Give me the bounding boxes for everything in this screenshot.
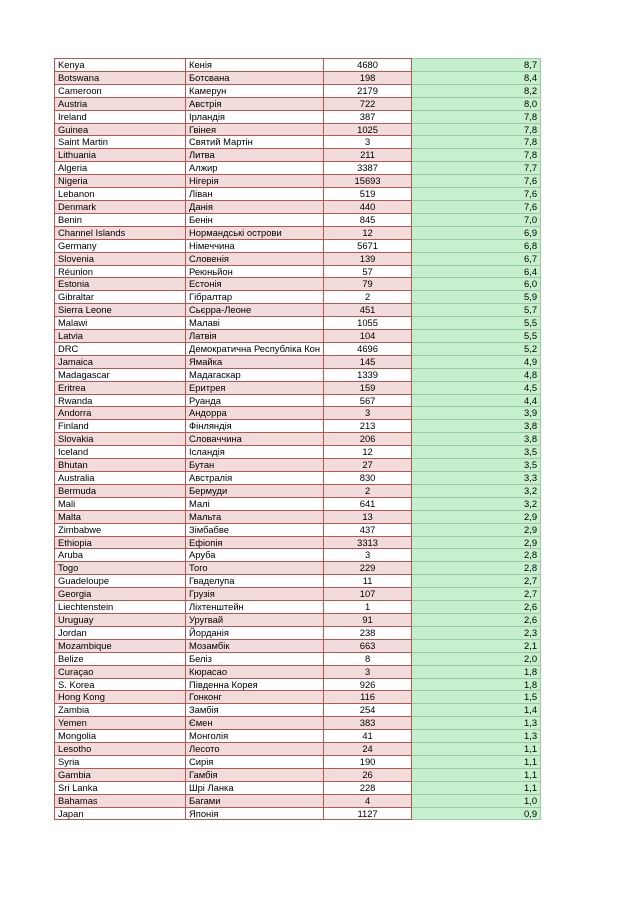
count-cell[interactable]: 145 [324,355,412,368]
country-name-uk-cell[interactable]: Еритрея [186,381,324,394]
count-cell[interactable]: 228 [324,781,412,794]
count-cell[interactable]: 5671 [324,239,412,252]
value-cell[interactable]: 3,5 [412,446,541,459]
value-cell[interactable]: 8,4 [412,71,541,84]
country-name-uk-cell[interactable]: Мальта [186,510,324,523]
country-name-en-cell[interactable]: Madagascar [55,368,186,381]
value-cell[interactable]: 1,1 [412,768,541,781]
value-cell[interactable]: 3,2 [412,497,541,510]
country-name-uk-cell[interactable]: Святий Мартін [186,136,324,149]
country-name-en-cell[interactable]: Guinea [55,123,186,136]
count-cell[interactable]: 229 [324,562,412,575]
value-cell[interactable]: 2,8 [412,549,541,562]
count-cell[interactable]: 8 [324,652,412,665]
count-cell[interactable]: 1339 [324,368,412,381]
country-name-uk-cell[interactable]: Малаві [186,317,324,330]
country-name-uk-cell[interactable]: Монголія [186,730,324,743]
count-cell[interactable]: 567 [324,394,412,407]
value-cell[interactable]: 2,6 [412,613,541,626]
country-name-en-cell[interactable]: Benin [55,213,186,226]
table-row [55,226,541,239]
country-name-uk-cell[interactable]: Шрі Ланка [186,781,324,794]
country-name-en-cell[interactable]: Kenya [55,59,186,72]
country-name-en-cell[interactable]: Channel Islands [55,226,186,239]
country-name-uk-cell[interactable]: Данія [186,200,324,213]
country-name-uk-cell[interactable]: Словенія [186,252,324,265]
value-cell[interactable]: 8,2 [412,84,541,97]
table-row [55,355,541,368]
count-cell[interactable]: 3387 [324,162,412,175]
value-cell[interactable]: 8,7 [412,59,541,72]
country-name-uk-cell[interactable]: Йорданія [186,626,324,639]
country-name-uk-cell[interactable]: Гвінея [186,123,324,136]
country-name-uk-cell[interactable]: Аруба [186,549,324,562]
country-name-en-cell[interactable]: Ethiopia [55,536,186,549]
count-cell[interactable]: 1055 [324,317,412,330]
country-name-uk-cell[interactable]: Литва [186,149,324,162]
count-cell[interactable]: 190 [324,755,412,768]
count-cell[interactable]: 104 [324,330,412,343]
table-row [55,381,541,394]
country-name-en-cell[interactable]: Andorra [55,407,186,420]
country-name-uk-cell[interactable]: Кенія [186,59,324,72]
country-name-en-cell[interactable]: Saint Martin [55,136,186,149]
country-name-en-cell[interactable]: Belize [55,652,186,665]
count-cell[interactable]: 238 [324,626,412,639]
value-cell[interactable]: 3,2 [412,484,541,497]
table-row [55,626,541,639]
country-name-uk-cell[interactable]: Реюньйон [186,265,324,278]
country-name-uk-cell[interactable]: Ліван [186,188,324,201]
country-name-en-cell[interactable]: Estonia [55,278,186,291]
country-name-uk-cell[interactable]: Зімбабве [186,523,324,536]
country-name-en-cell[interactable]: Zimbabwe [55,523,186,536]
count-cell[interactable]: 3 [324,136,412,149]
table-row [55,342,541,355]
count-cell[interactable]: 12 [324,446,412,459]
country-name-uk-cell[interactable]: Уругвай [186,613,324,626]
value-cell[interactable]: 2,1 [412,639,541,652]
country-name-en-cell[interactable]: Syria [55,755,186,768]
value-cell[interactable]: 1,3 [412,717,541,730]
country-name-uk-cell[interactable]: Беліз [186,652,324,665]
value-cell[interactable]: 5,2 [412,342,541,355]
table-row [55,175,541,188]
count-cell[interactable]: 198 [324,71,412,84]
country-name-en-cell[interactable]: Guadeloupe [55,575,186,588]
table-row [55,613,541,626]
country-name-uk-cell[interactable]: Андорра [186,407,324,420]
value-cell[interactable]: 2,3 [412,626,541,639]
value-cell[interactable]: 2,0 [412,652,541,665]
country-name-en-cell[interactable]: Hong Kong [55,691,186,704]
table-row [55,536,541,549]
value-cell[interactable]: 7,8 [412,110,541,123]
country-name-uk-cell[interactable]: Німеччина [186,239,324,252]
count-cell[interactable]: 57 [324,265,412,278]
value-cell[interactable]: 7,8 [412,136,541,149]
value-cell[interactable]: 2,9 [412,523,541,536]
count-cell[interactable]: 159 [324,381,412,394]
country-name-uk-cell[interactable]: Гваделупа [186,575,324,588]
table-row [55,794,541,807]
table-row [55,575,541,588]
country-name-uk-cell[interactable]: Нормандські острови [186,226,324,239]
count-cell[interactable]: 387 [324,110,412,123]
value-cell[interactable]: 7,6 [412,200,541,213]
value-cell[interactable]: 1,8 [412,678,541,691]
count-cell[interactable]: 116 [324,691,412,704]
table-row [55,304,541,317]
value-cell[interactable]: 2,6 [412,601,541,614]
country-name-en-cell[interactable]: Lithuania [55,149,186,162]
value-cell[interactable]: 1,5 [412,691,541,704]
value-cell[interactable]: 4,9 [412,355,541,368]
table-row [55,84,541,97]
country-name-en-cell[interactable]: Zambia [55,704,186,717]
country-name-en-cell[interactable]: Nigeria [55,175,186,188]
value-cell[interactable]: 7,8 [412,123,541,136]
country-name-uk-cell[interactable]: Ямайка [186,355,324,368]
value-cell[interactable]: 2,9 [412,536,541,549]
table-row [55,420,541,433]
value-cell[interactable]: 5,5 [412,330,541,343]
table-row [55,97,541,110]
table-row [55,665,541,678]
count-cell[interactable]: 437 [324,523,412,536]
country-name-en-cell[interactable]: Sierra Leone [55,304,186,317]
value-cell[interactable]: 2,8 [412,562,541,575]
value-cell[interactable]: 1,8 [412,665,541,678]
table-row [55,162,541,175]
count-cell[interactable]: 440 [324,200,412,213]
value-cell[interactable]: 7,8 [412,149,541,162]
country-name-uk-cell[interactable]: Руанда [186,394,324,407]
value-cell[interactable]: 7,0 [412,213,541,226]
table-row [55,291,541,304]
table-row [55,562,541,575]
country-name-uk-cell[interactable]: Сирія [186,755,324,768]
value-cell[interactable]: 5,5 [412,317,541,330]
count-cell[interactable]: 641 [324,497,412,510]
country-name-uk-cell[interactable]: Австралія [186,472,324,485]
country-name-en-cell[interactable]: Rwanda [55,394,186,407]
country-name-uk-cell[interactable]: Грузія [186,588,324,601]
table-row [55,768,541,781]
value-cell[interactable]: 3,5 [412,459,541,472]
country-name-en-cell[interactable]: Curaçao [55,665,186,678]
table-row [55,755,541,768]
table-row [55,317,541,330]
count-cell[interactable]: 663 [324,639,412,652]
table-row [55,278,541,291]
country-name-en-cell[interactable]: Japan [55,807,186,820]
country-name-en-cell[interactable]: Botswana [55,71,186,84]
count-cell[interactable]: 139 [324,252,412,265]
country-name-uk-cell[interactable]: Гібралтар [186,291,324,304]
count-cell[interactable]: 41 [324,730,412,743]
country-name-en-cell[interactable]: Latvia [55,330,186,343]
country-name-en-cell[interactable]: Gambia [55,768,186,781]
count-cell[interactable]: 107 [324,588,412,601]
table-row [55,265,541,278]
value-cell[interactable]: 1,3 [412,730,541,743]
country-name-uk-cell[interactable]: Камерун [186,84,324,97]
country-name-en-cell[interactable]: Slovakia [55,433,186,446]
value-cell[interactable]: 3,3 [412,472,541,485]
table-row [55,730,541,743]
country-name-uk-cell[interactable]: Гонконг [186,691,324,704]
country-name-en-cell[interactable]: Germany [55,239,186,252]
country-name-en-cell[interactable]: Malta [55,510,186,523]
country-name-uk-cell[interactable]: Ісландія [186,446,324,459]
value-cell[interactable]: 1,1 [412,781,541,794]
table-row [55,110,541,123]
country-name-en-cell[interactable]: Denmark [55,200,186,213]
table-row [55,330,541,343]
country-name-en-cell[interactable]: Bahamas [55,794,186,807]
country-name-uk-cell[interactable]: Багами [186,794,324,807]
country-name-uk-cell[interactable]: Латвія [186,330,324,343]
count-cell[interactable]: 211 [324,149,412,162]
country-name-en-cell[interactable]: DRC [55,342,186,355]
country-name-uk-cell[interactable]: Ірландія [186,110,324,123]
count-cell[interactable]: 383 [324,717,412,730]
country-name-uk-cell[interactable]: Нігерія [186,175,324,188]
value-cell[interactable]: 6,4 [412,265,541,278]
country-name-en-cell[interactable]: Slovenia [55,252,186,265]
count-cell[interactable]: 3313 [324,536,412,549]
table-row [55,368,541,381]
table-row [55,407,541,420]
country-name-en-cell[interactable]: Georgia [55,588,186,601]
table-row [55,807,541,820]
value-cell[interactable]: 4,5 [412,381,541,394]
country-name-uk-cell[interactable]: Кюрасао [186,665,324,678]
table-row [55,394,541,407]
table-row [55,691,541,704]
count-cell[interactable]: 4696 [324,342,412,355]
country-name-en-cell[interactable]: Eritrea [55,381,186,394]
count-cell[interactable]: 830 [324,472,412,485]
country-name-uk-cell[interactable]: Ємен [186,717,324,730]
count-cell[interactable]: 4680 [324,59,412,72]
country-name-uk-cell[interactable]: Австрія [186,97,324,110]
table-row [55,71,541,84]
table-row [55,523,541,536]
value-cell[interactable]: 6,7 [412,252,541,265]
value-cell[interactable]: 6,0 [412,278,541,291]
count-cell[interactable]: 26 [324,768,412,781]
country-name-uk-cell[interactable]: Сьєрра-Леоне [186,304,324,317]
value-cell[interactable]: 1,1 [412,755,541,768]
country-name-en-cell[interactable]: Aruba [55,549,186,562]
count-cell[interactable]: 11 [324,575,412,588]
count-cell[interactable]: 1127 [324,807,412,820]
country-name-en-cell[interactable]: Bermuda [55,484,186,497]
count-cell[interactable]: 3 [324,407,412,420]
country-name-uk-cell[interactable]: Фінляндія [186,420,324,433]
country-name-uk-cell[interactable]: Малі [186,497,324,510]
value-cell[interactable]: 7,6 [412,175,541,188]
table-row [55,497,541,510]
table-row [55,188,541,201]
value-cell[interactable]: 4,8 [412,368,541,381]
value-cell[interactable]: 1,4 [412,704,541,717]
country-name-en-cell[interactable]: Austria [55,97,186,110]
country-name-en-cell[interactable]: Lesotho [55,743,186,756]
count-cell[interactable]: 2 [324,291,412,304]
count-cell[interactable]: 27 [324,459,412,472]
count-cell[interactable]: 13 [324,510,412,523]
country-name-en-cell[interactable]: Yemen [55,717,186,730]
value-cell[interactable]: 3,8 [412,420,541,433]
country-name-uk-cell[interactable]: Японія [186,807,324,820]
country-name-uk-cell[interactable]: Мадагаскар [186,368,324,381]
table-row [55,549,541,562]
count-cell[interactable]: 79 [324,278,412,291]
count-cell[interactable]: 254 [324,704,412,717]
table-row [55,678,541,691]
table-row [55,59,541,72]
table-row [55,484,541,497]
value-cell[interactable]: 1,0 [412,794,541,807]
count-cell[interactable]: 1 [324,601,412,614]
country-name-uk-cell[interactable]: Південна Корея [186,678,324,691]
count-cell[interactable]: 206 [324,433,412,446]
table-row [55,149,541,162]
value-cell[interactable]: 0,9 [412,807,541,820]
country-name-en-cell[interactable]: Australia [55,472,186,485]
country-name-uk-cell[interactable]: Демократична Республіка Кон [186,342,324,355]
table-row [55,123,541,136]
value-cell[interactable]: 8,0 [412,97,541,110]
table-row [55,252,541,265]
value-cell[interactable]: 2,7 [412,575,541,588]
value-cell[interactable]: 7,6 [412,188,541,201]
value-cell[interactable]: 2,7 [412,588,541,601]
table-body [55,59,541,820]
count-cell[interactable]: 451 [324,304,412,317]
table-row [55,459,541,472]
country-name-en-cell[interactable]: Mongolia [55,730,186,743]
table-row [55,200,541,213]
country-name-en-cell[interactable]: Finland [55,420,186,433]
value-cell[interactable]: 2,9 [412,510,541,523]
count-cell[interactable]: 12 [324,226,412,239]
table-row [55,136,541,149]
count-cell[interactable]: 2 [324,484,412,497]
value-cell[interactable]: 5,9 [412,291,541,304]
table-row [55,601,541,614]
country-name-uk-cell[interactable]: Словаччина [186,433,324,446]
country-name-en-cell[interactable]: Ireland [55,110,186,123]
country-name-en-cell[interactable]: Togo [55,562,186,575]
country-name-en-cell[interactable]: Malawi [55,317,186,330]
country-name-uk-cell[interactable]: Гамбія [186,768,324,781]
count-cell[interactable]: 845 [324,213,412,226]
table-row [55,781,541,794]
count-cell[interactable]: 213 [324,420,412,433]
value-cell[interactable]: 3,9 [412,407,541,420]
country-name-uk-cell[interactable]: Мозамбік [186,639,324,652]
country-name-uk-cell[interactable]: Ліхтенштейн [186,601,324,614]
table-row [55,588,541,601]
country-name-uk-cell[interactable]: Ботсвана [186,71,324,84]
country-name-uk-cell[interactable]: Естонія [186,278,324,291]
count-cell[interactable]: 519 [324,188,412,201]
table-row [55,472,541,485]
value-cell[interactable]: 7,7 [412,162,541,175]
count-cell[interactable]: 722 [324,97,412,110]
table-row [55,446,541,459]
table-row [55,510,541,523]
country-name-en-cell[interactable]: Liechtenstein [55,601,186,614]
count-cell[interactable]: 4 [324,794,412,807]
country-name-en-cell[interactable]: Lebanon [55,188,186,201]
country-name-uk-cell[interactable]: Бутан [186,459,324,472]
value-cell[interactable]: 4,4 [412,394,541,407]
country-name-en-cell[interactable]: Algeria [55,162,186,175]
value-cell[interactable]: 6,9 [412,226,541,239]
value-cell[interactable]: 6,8 [412,239,541,252]
country-name-en-cell[interactable]: Mozambique [55,639,186,652]
country-name-en-cell[interactable]: Jamaica [55,355,186,368]
count-cell[interactable]: 91 [324,613,412,626]
count-cell[interactable]: 3 [324,549,412,562]
value-cell[interactable]: 3,8 [412,433,541,446]
table-row [55,652,541,665]
country-name-en-cell[interactable]: S. Korea [55,678,186,691]
country-name-en-cell[interactable]: Bhutan [55,459,186,472]
table-row [55,213,541,226]
country-name-en-cell[interactable]: Gibraltar [55,291,186,304]
country-name-uk-cell[interactable]: Лесото [186,743,324,756]
table-row [55,743,541,756]
country-name-uk-cell[interactable]: Ефіопія [186,536,324,549]
country-name-en-cell[interactable]: Jordan [55,626,186,639]
country-name-en-cell[interactable]: Réunion [55,265,186,278]
country-name-uk-cell[interactable]: Бенін [186,213,324,226]
country-table [54,58,541,820]
count-cell[interactable]: 1025 [324,123,412,136]
count-cell[interactable]: 15693 [324,175,412,188]
country-name-en-cell[interactable]: Cameroon [55,84,186,97]
value-cell[interactable]: 1,1 [412,743,541,756]
table-row [55,704,541,717]
table-row [55,239,541,252]
table-row [55,639,541,652]
country-name-uk-cell[interactable]: Того [186,562,324,575]
country-name-en-cell[interactable]: Iceland [55,446,186,459]
country-name-en-cell[interactable]: Uruguay [55,613,186,626]
count-cell[interactable]: 2179 [324,84,412,97]
value-cell[interactable]: 5,7 [412,304,541,317]
country-name-en-cell[interactable]: Mali [55,497,186,510]
count-cell[interactable]: 926 [324,678,412,691]
table-row [55,717,541,730]
count-cell[interactable]: 24 [324,743,412,756]
country-name-en-cell[interactable]: Sri Lanka [55,781,186,794]
table-row [55,433,541,446]
country-name-uk-cell[interactable]: Бермуди [186,484,324,497]
country-name-uk-cell[interactable]: Замбія [186,704,324,717]
country-name-uk-cell[interactable]: Алжир [186,162,324,175]
count-cell[interactable]: 3 [324,665,412,678]
